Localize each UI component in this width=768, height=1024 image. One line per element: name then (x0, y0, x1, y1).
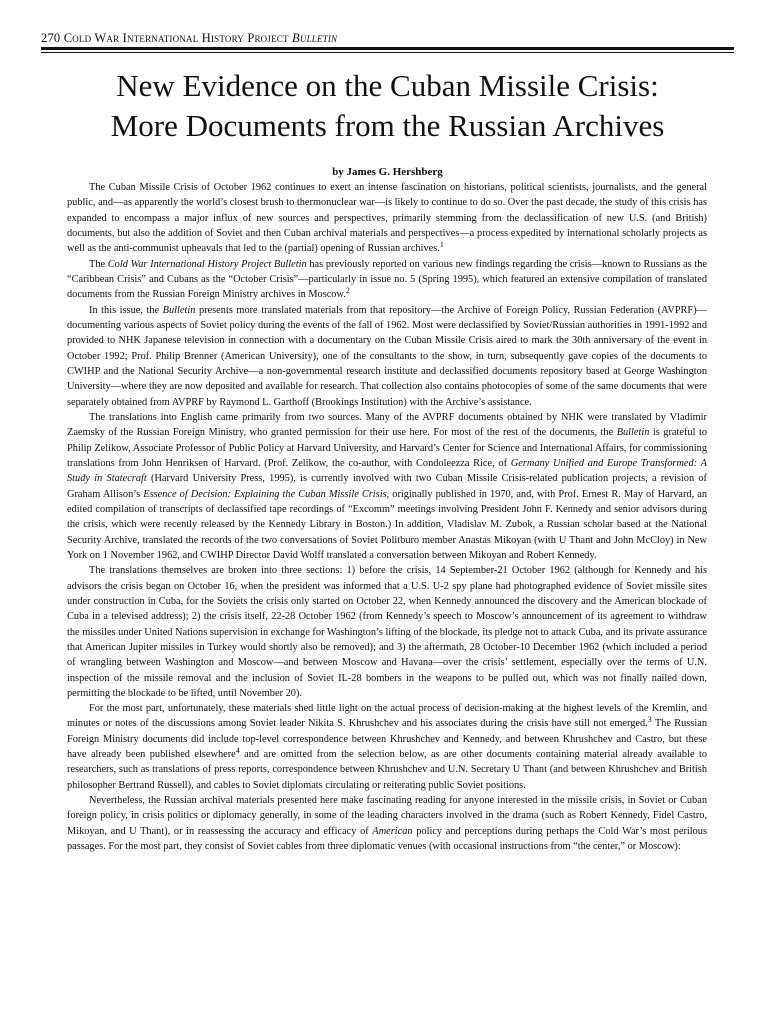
italic-text: Bulletin (616, 427, 650, 439)
text-run: The translations themselves are broken into three sections: 1) before the crisis, 14 September-21 October 1962 (although for Kennedy and his advisors the crisis began on October 16, when the president was informed that a U.S. U-2 spy plane had photographed evidence of Soviet missile sites under construction in Cuba, for the Soviets the crisis only started on October 22, when Kennedy announced the discovery and the American blockade of Cuba in a televised address); 2) the crisis itself, 22-28 October 1962 (from Kennedy’s speech to Moscow’s announcement of its agreement to withdraw the missiles under United Nations supervision in exchange for Washington’s lifting of the blockade, its pledge not to attack Cuba, and its private assurance that American Jupiter missiles in Turkey would shortly also be removed); and 3) the aftermath, 28 October-10 December 1962 (which included a period of wrangling between Washington and Moscow—and between Moscow and Havana—over the crisis’ settlement, especially over the terms of U.N. inspection of the missile removal and the inclusion of Soviet IL-28 bombers in the weapons to be pulled out, which was not finally nailed down, permitting the blockade to be lifted, until November 20). (67, 565, 707, 699)
text-run: Nevertheless, the Russian archival materials presented here make fascinating reading for anyone interested in the missile crisis, in Soviet or Cuban foreign policy, in crisis politics or diplomacy generally, in some of the leading characters involved in the drama (such as Robert Kennedy, Fidel Castro, Mikoyan, and U Thant), or in reassessing the accuracy and efficacy of (67, 795, 707, 837)
paragraph (67, 701, 707, 793)
italic-text: Bulletin (162, 304, 196, 316)
text-run: The Russian Foreign Ministry documents did include top-level correspondence between Khrushchev and Kennedy, and between Khrushchev and Castro, but these have already been published elsewhere (67, 718, 707, 761)
paragraph (67, 257, 707, 303)
article-body (67, 180, 707, 854)
page-number: 270 (41, 31, 61, 45)
text-run: and are omitted from the selection below, as are other documents containing material already available to researchers, such as translations of press reports, correspondence between Khrushchev and U.N. Secretary U Thant (and between Khrushchev and British philosopher Bertrand Russell), and cables to Soviet diplomats circulating or reiterating public Soviet positions. (67, 749, 707, 791)
text-run: policy and perceptions during perhaps the Cold War’s most perilous passages. For the most part, they consist of Soviet cables from three diplomatic venues (with occasional instructions from “the center,” or Moscow): (67, 825, 708, 853)
text-run: In this issue, the (89, 304, 163, 316)
footnote-marker: 3 (647, 715, 652, 725)
text-run: is grateful to Philip Zelikow, Associate Professor of Public Policy at Harvard University, and Harvard’s Center for Science and International Affairs, for commissioning translations from John Henriksen of Harvard. (Prof. Zelikow, the co-author, with Condoleezza Rice, of (67, 427, 707, 469)
footnote-marker: 4 (235, 746, 240, 756)
header-rule-thick (41, 47, 734, 50)
publication-name: Cold War International History Project (63, 31, 289, 45)
publication-name-bulletin: Bulletin (292, 31, 338, 45)
paragraph (67, 410, 707, 563)
text-run: (Harvard University Press, 1995), is currently involved with two Cuban Missile Crisis-related publication projects, a revision of Graham Allison’s (67, 473, 708, 500)
footnote-marker: 1 (439, 240, 444, 250)
text-run: The (89, 258, 108, 270)
byline: by James G. Hershberg (332, 166, 443, 178)
text-run: presents more translated materials from that repository—the Archive of Foreign Policy, Russian Federation (AVPRF)—documenting various aspects of Soviet policy during the events of the fall of 1962. Most were declassified by Soviet/Russian authorities in 1991-1992 and provided to NHK Japanese television in connection with a documentary on the Cuban Missile Crisis aired to mark the 30th anniversary of the event in October 1992; Prof. Philip Brenner (American University), one of the consultants to the show, in turn, subsequently gave copies of the documents to CWIHP and the National Security Archive—a non-governmental research institute and declassified documents repository based at George Washington University—where they are now deposited and available for research. That collection also contains photocopies of some of the same documents that were separately obtained from AVPRF by Raymond L. Garthoff (Brookings Institution) with the Archive’s assistance. (67, 304, 707, 408)
italic-text: Cold War International History Project Bulletin (107, 258, 307, 270)
text-run: has previously reported on various new findings regarding the crisis—known to Russians as the “Caribbean Crisis” and Cubans as the “October Crisis”—particularly in issue no. 5 (Spring 1995), which featured an extensive compilation of translated documents from the Russian Foreign Ministry archives in Moscow. (67, 258, 707, 301)
paragraph (67, 563, 707, 701)
footnote-marker: 2 (345, 286, 350, 296)
italic-text: American (372, 825, 413, 837)
paragraph (67, 793, 707, 854)
text-run: The translations into English came primarily from two sources. Many of the AVPRF documents obtained by NHK were translated by Vladimir Zaemsky of the Russian Foreign Ministry, who granted permission for their use here. For most of the rest of the documents, the (67, 411, 707, 439)
text-run: The Cuban Missile Crisis of October 1962 continues to exert an intense fascination on historians, political scientists, journalists, and the general public, and—as apparently the world’s closest brush to thermonuclear war—is likely to continue to do so. Over the past decade, the study of this crisis has expanded to encompass a major influx of new sources and perspectives, primarily stemming from the declassification of new U.S. (and British) documents, but also the addition of Soviet and then Cuban archival materials and perspectives—a process expedited by international scholarly projects as well as the anti-communist upheavals that led to the (partial) opening of Russian archives. (67, 182, 707, 255)
text-run: , originally published in 1970, and, with Prof. Ernest R. May of Harvard, an edited compilation of transcripts of declassified tape recordings of “Excomm” meetings involving President John F. Kennedy and senior advisors during the crisis, which were recently released by the Kennedy Library in Boston.) In addition, Vladislav M. Zubok, a Russian scholar based at the National Security Archive, translated the records of the two conversations of Soviet Politburo member Anastas Mikoyan (with U Thant and John McCloy) in New York on 1 November 1962, and CWIHP Director David Wolff translated a conversation between Mikoyan and Robert Kennedy. (67, 488, 707, 561)
running-header (41, 31, 731, 46)
title-line-2: More Documents from the Russian Archives (110, 108, 665, 143)
header-rule-thin (41, 52, 734, 53)
text-run: For the most part, unfortunately, these materials shed little light on the actual process of decision-making at the highest levels of the Kremlin, and minutes or notes of the discussions among Soviet leader Nikita S. Khrushchev and his associates during the crisis have still not emerged. (67, 703, 707, 730)
paragraph (67, 303, 707, 410)
article-title (41, 66, 734, 146)
title-line-1: New Evidence on the Cuban Missile Crisis: (116, 68, 659, 103)
italic-text: Essence of Decision: Explaining the Cuban Missile Crisis (143, 488, 387, 500)
paragraph (67, 180, 707, 257)
italic-text: Germany Unified and Europe Transformed: A Study in Statecraft (67, 457, 707, 485)
